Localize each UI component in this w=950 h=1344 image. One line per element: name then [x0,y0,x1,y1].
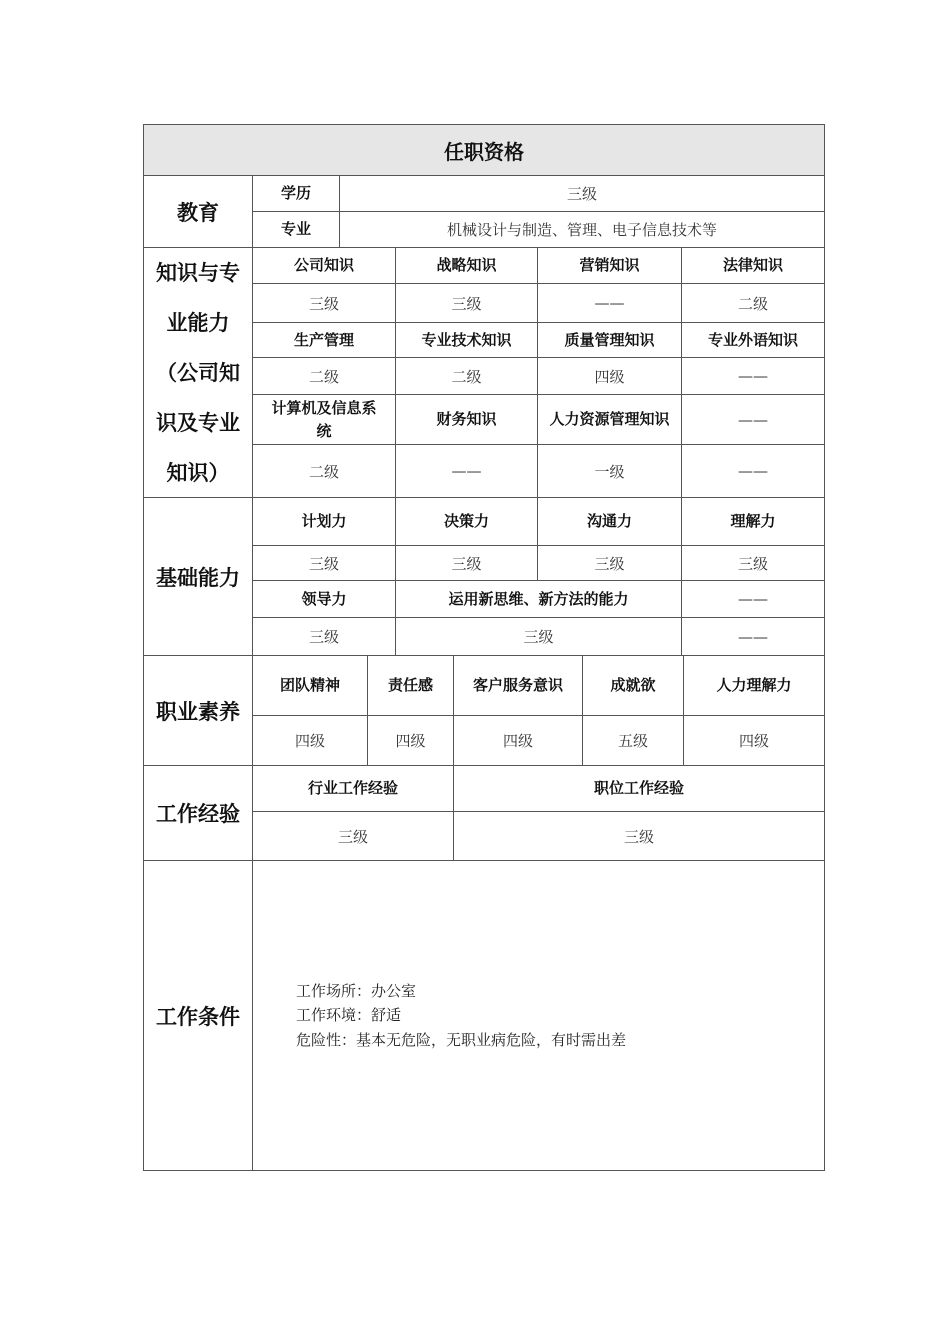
basic-value: —— [681,617,825,656]
conditions-line: 工作环境：舒适 [296,1006,402,1025]
experience-label: 工作经验 [143,765,253,861]
knowledge-header [537,394,682,445]
major-value: 机械设计与制造、管理、电子信息技术等 [339,211,825,248]
professional-header: 成就欲 [582,655,684,716]
knowledge-value: —— [537,283,682,323]
basic-value: 三级 [681,545,825,581]
knowledge-header: 公司知识 [252,247,396,284]
professional-value: 四级 [367,715,454,766]
conditions-line: 危险性：基本无危险，无职业病危险，有时需出差 [296,1030,627,1049]
professional-value: 四级 [453,715,583,766]
knowledge-value: 一级 [537,444,682,498]
knowledge-value: 三级 [395,283,538,323]
basic-header: 领导力 [252,580,396,618]
basic-label: 基础能力 [143,497,253,656]
knowledge-header: 生产管理 [252,322,396,358]
basic-header: 理解力 [681,497,825,546]
knowledge-label-line: （公司知 [156,360,240,385]
knowledge-header: 专业外语知识 [681,322,825,358]
experience-value: 三级 [453,811,825,861]
professional-header: 团队精神 [252,655,368,716]
knowledge-label [143,247,253,498]
professional-header: 客户服务意识 [453,655,583,716]
knowledge-header-text: 计算机及信息系统 [271,398,377,440]
knowledge-header [252,394,396,445]
experience-value: 三级 [252,811,454,861]
knowledge-header: 质量管理知识 [537,322,682,358]
conditions-body [252,860,825,1171]
knowledge-header: 战略知识 [395,247,538,284]
knowledge-header-text: 人力资源管理知识 [549,410,670,428]
basic-value: 三级 [395,545,538,581]
knowledge-header: 专业技术知识 [395,322,538,358]
professional-value: 四级 [683,715,825,766]
knowledge-value: —— [681,394,825,445]
basic-value: 三级 [537,545,682,581]
knowledge-header: 财务知识 [395,394,538,445]
conditions-text [296,979,626,1053]
professional-header: 责任感 [367,655,454,716]
basic-value: 三级 [252,617,396,656]
experience-header: 职位工作经验 [453,765,825,812]
conditions-label: 工作条件 [143,860,253,1171]
basic-header: 计划力 [252,497,396,546]
knowledge-value: 四级 [537,357,682,395]
knowledge-value: 二级 [252,444,396,498]
knowledge-value: 二级 [395,357,538,395]
degree-label: 学历 [252,175,340,212]
knowledge-label-line: 知识与专 [156,260,240,285]
basic-header: 沟通力 [537,497,682,546]
knowledge-label-line: 识及专业 [156,410,240,435]
education-label: 教育 [143,175,253,248]
professional-value: 五级 [582,715,684,766]
table-title: 任职资格 [143,124,825,176]
knowledge-value: 二级 [681,283,825,323]
knowledge-value: 二级 [252,357,396,395]
basic-value: 三级 [252,545,396,581]
experience-header: 行业工作经验 [252,765,454,812]
knowledge-value: —— [681,444,825,498]
knowledge-value: —— [395,444,538,498]
knowledge-label-line: 业能力 [166,310,230,335]
knowledge-header: 营销知识 [537,247,682,284]
knowledge-value: 三级 [252,283,396,323]
professional-label: 职业素养 [143,655,253,766]
major-label: 专业 [252,211,340,248]
basic-value: —— [681,580,825,618]
knowledge-value: —— [681,357,825,395]
knowledge-label-line: 知识） [166,460,230,485]
basic-header: 运用新思维、新方法的能力 [395,580,682,618]
basic-value: 三级 [395,617,682,656]
conditions-line: 工作场所：办公室 [296,981,417,1000]
basic-header: 决策力 [395,497,538,546]
knowledge-header: 法律知识 [681,247,825,284]
professional-value: 四级 [252,715,368,766]
degree-value: 三级 [339,175,825,212]
professional-header: 人力理解力 [683,655,825,716]
